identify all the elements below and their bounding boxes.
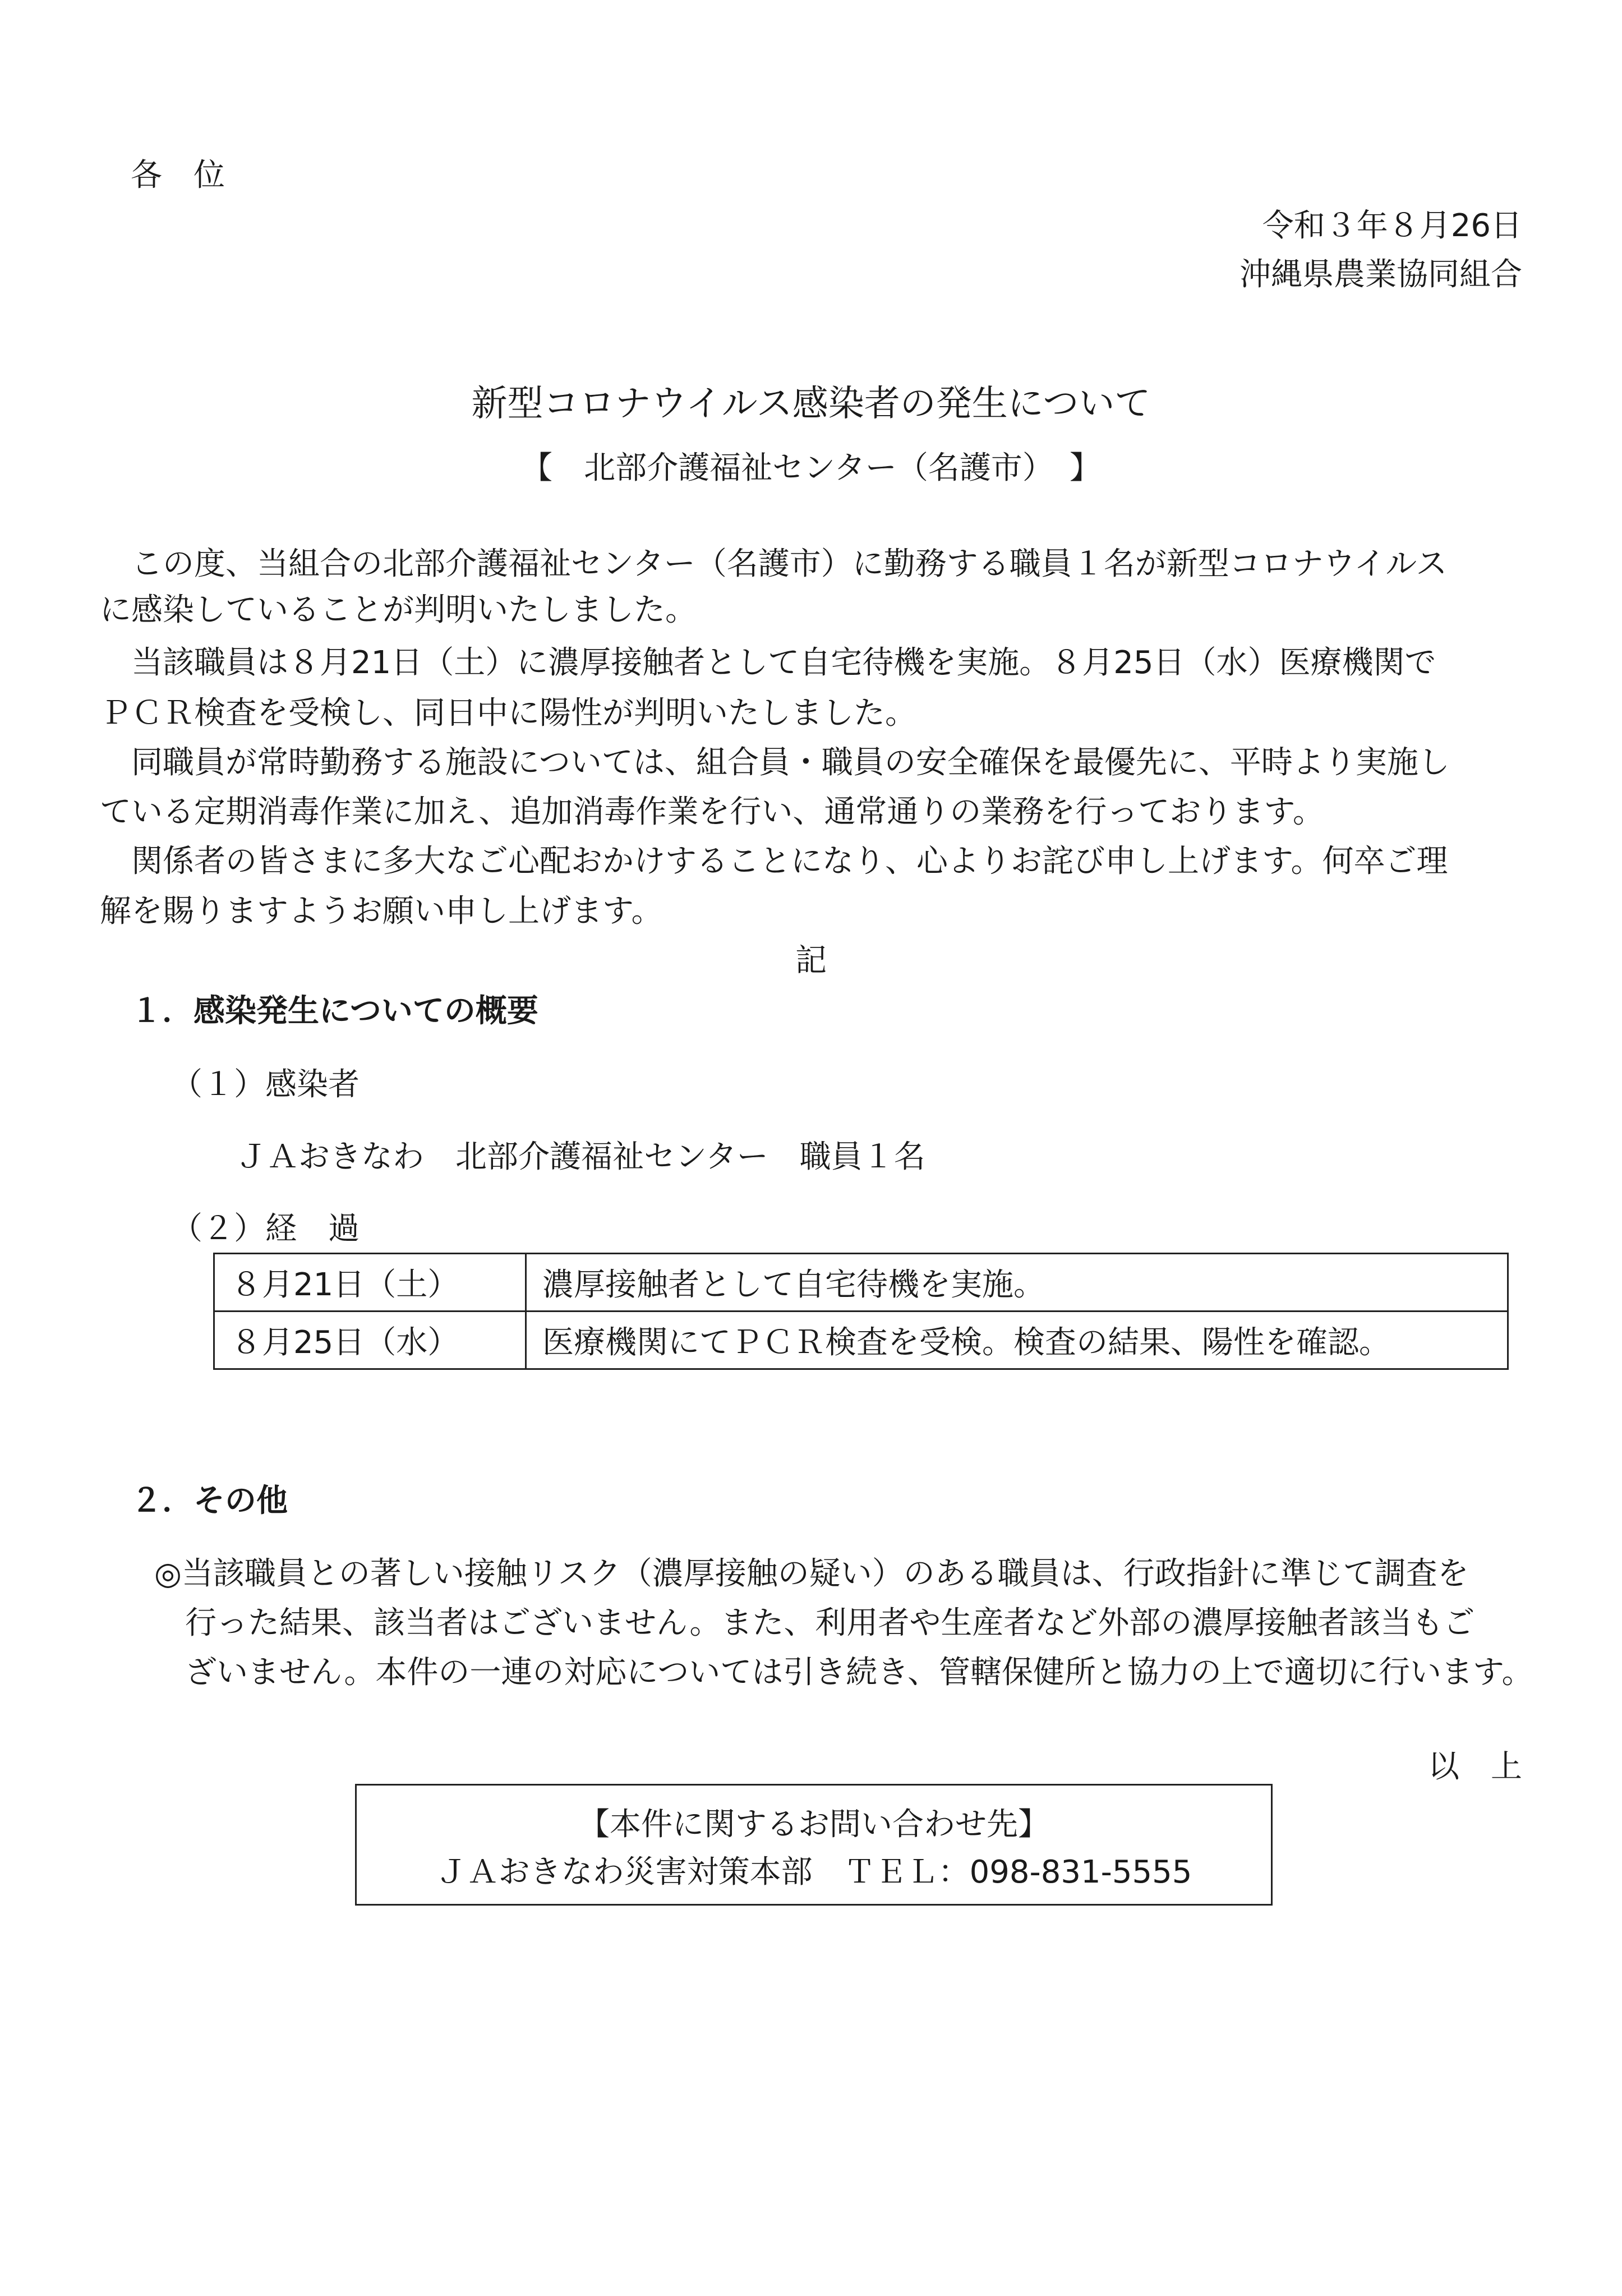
document-date: 令和３年８月26日	[1262, 208, 1522, 244]
history-date: ８月21日（土）	[214, 1254, 526, 1312]
history-table	[213, 1253, 1509, 1370]
section2-line: 行った結果、該当者はございません。また、利用者や生産者など外部の濃厚接触者該当もご	[185, 1605, 1475, 1641]
document-subtitle: 【 北部介護福祉センター（名護市） 】	[521, 450, 1101, 486]
body-line: この度、当組合の北部介護福祉センター（名護市）に勤務する職員１名が新型コロナウイルス	[100, 546, 1448, 582]
contact-heading: 【本件に関するお問い合わせ先】	[578, 1806, 1049, 1843]
history-date: ８月25日（水）	[214, 1312, 526, 1369]
section1-sub2-heading: （２）経 過	[171, 1211, 360, 1247]
table-row	[214, 1254, 1508, 1312]
closing-mark: 以 上	[1428, 1749, 1522, 1785]
section2-heading: ２．その他	[131, 1483, 288, 1519]
section2-line: ◎当該職員との著しい接触リスク（濃厚接触の疑い）のある職員は、行政指針に準じて調査を	[154, 1556, 1469, 1592]
section1-sub1-heading: （１）感染者	[171, 1066, 360, 1103]
body-line: ている定期消毒作業に加え、追加消毒作業を行い、通常通りの業務を行っております。	[100, 794, 1324, 830]
document-title: 新型コロナウイルス感染者の発生について	[471, 383, 1151, 425]
contact-text: ＪＡおきなわ災害対策本部 ＴＥＬ：098-831-5555	[435, 1854, 1192, 1890]
body-line: 当該職員は８月21日（土）に濃厚接触者として自宅待機を実施。８月25日（水）医療機関で	[100, 645, 1436, 681]
section1-sub1-text: ＪＡおきなわ 北部介護福祉センター 職員１名	[236, 1139, 925, 1175]
body-line: 解を賜りますようお願い申し上げます。	[100, 893, 663, 930]
history-event: 濃厚接触者として自宅待機を実施。	[526, 1254, 1508, 1312]
section1-heading: １．感染発生についての概要	[131, 993, 538, 1029]
issuer: 沖縄県農業協同組合	[1239, 256, 1522, 293]
body-line: 同職員が常時勤務する施設については、組合員・職員の安全確保を最優先に、平時より実施し	[100, 744, 1450, 781]
body-line: に感染していることが判明いたしました。	[100, 592, 697, 628]
body-line: ＰＣＲ検査を受検し、同日中に陽性が判明いたしました。	[100, 695, 916, 731]
history-event: 医療機関にてＰＣＲ検査を受検。検査の結果、陽性を確認。	[526, 1312, 1508, 1369]
table-row	[214, 1312, 1508, 1369]
body-line: 関係者の皆さまに多大なご心配おかけすることになり、心よりお詫び申し上げます。何卒ご理	[100, 843, 1448, 880]
section2-line: ざいません。本件の一連の対応については引き続き、管轄保健所と協力の上で適切に行います。	[185, 1654, 1533, 1691]
ki-mark: 記	[795, 942, 827, 979]
recipient: 各 位	[131, 157, 225, 194]
contact-box	[355, 1784, 1273, 1906]
